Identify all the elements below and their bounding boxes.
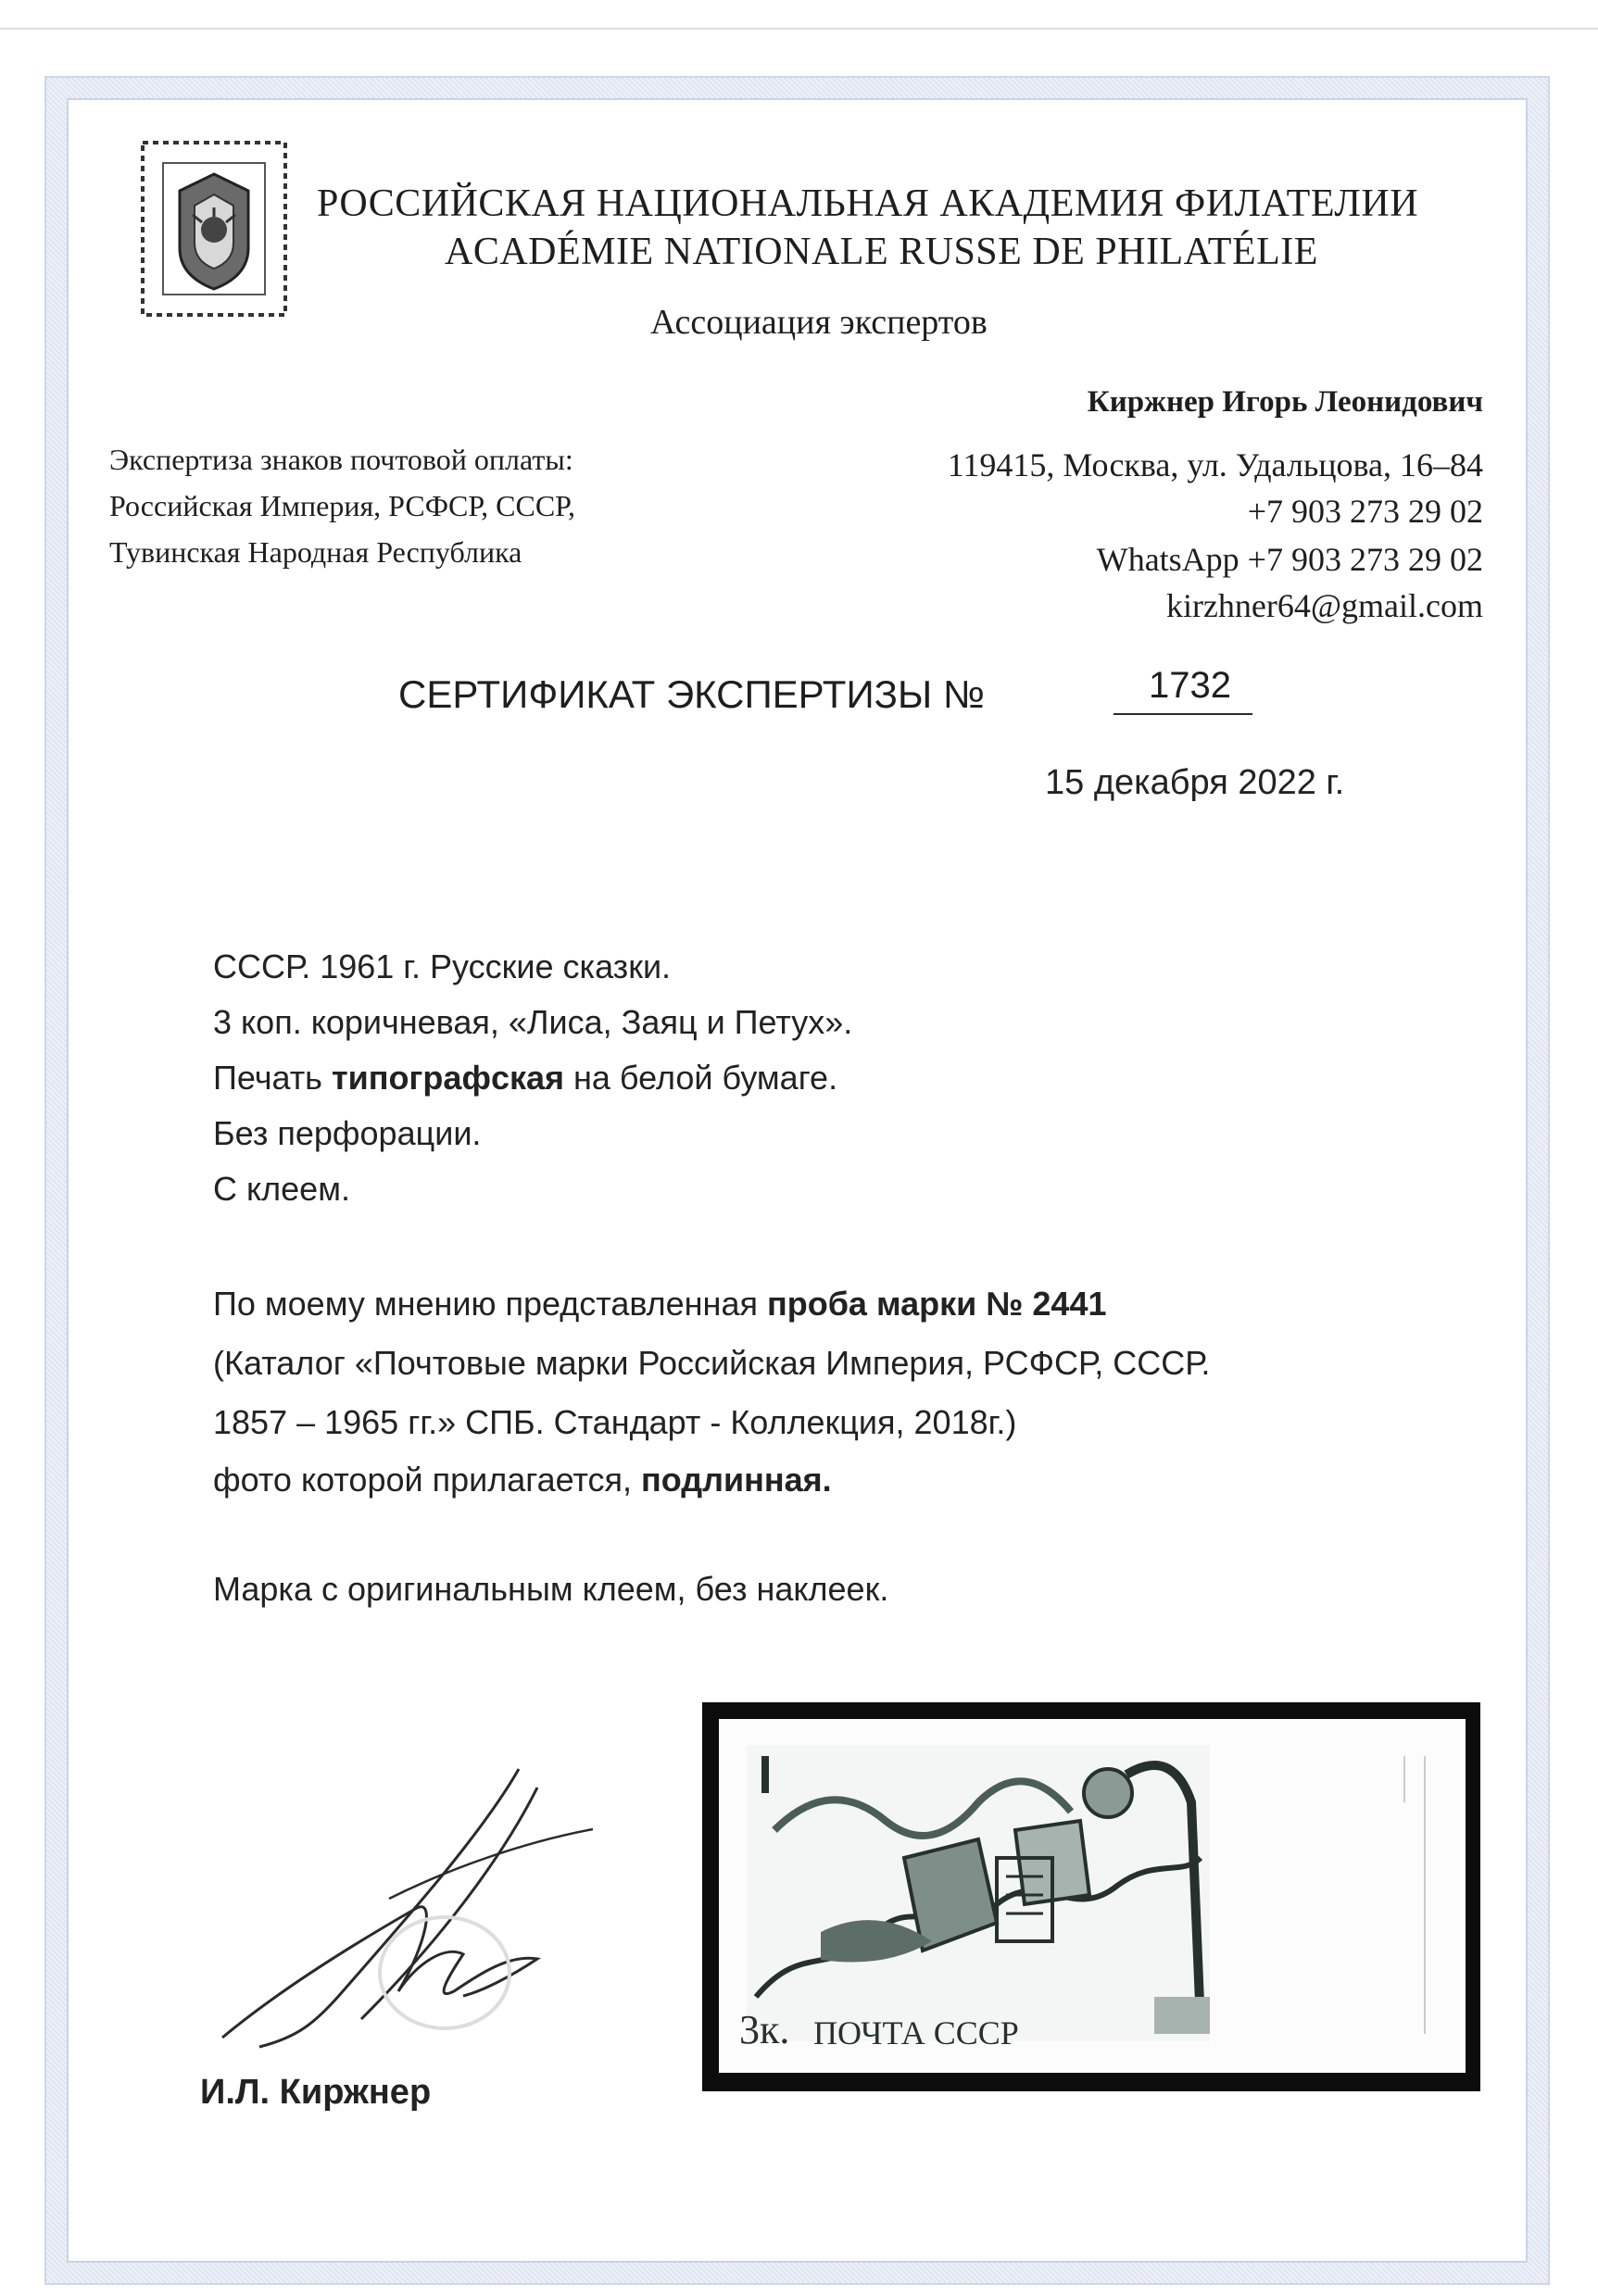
page-top-divider xyxy=(0,28,1598,30)
expert-email[interactable]: kirzhner64@gmail.com xyxy=(1165,587,1483,624)
expert-name: Киржнер Игорь Леонидович xyxy=(1087,385,1483,419)
stamp-caption: ПОЧТА СССР xyxy=(813,2014,1019,2051)
certificate-date: 15 декабря 2022 г. xyxy=(1045,763,1345,802)
opinion-line4: фото которой прилагается, подлинная. xyxy=(213,1461,832,1499)
academy-name-ru: РОССИЙСКАЯ НАЦИОНАЛЬНАЯ АКАДЕМИЯ ФИЛАТЕЛИИ xyxy=(317,182,1419,225)
expertise-scope-line3: Тувинская Народная Республика xyxy=(109,535,522,569)
opinion-line3: 1857 – 1965 гг.» СПБ. Стандарт - Коллекция, 2018г.) xyxy=(213,1403,1017,1441)
note-original-gum: Марка с оригинальным клеем, без наклеек. xyxy=(213,1570,889,1608)
stamp-denomination: 3к. xyxy=(739,2007,790,2052)
description-line1: СССР. 1961 г. Русские сказки. xyxy=(213,947,672,985)
description-line2: 3 коп. коричневая, «Лиса, Заяц и Петух». xyxy=(213,1003,853,1041)
description-line5: С клеем. xyxy=(213,1170,350,1208)
academy-name-fr: ACADÉMIE NATIONALE RUSSE DE PHILATÉLIE xyxy=(445,231,1318,273)
expertise-scope-line2: Российская Империя, РСФСР, СССР, xyxy=(109,489,575,522)
description-line4: Без перфорации. xyxy=(213,1114,482,1152)
description-line3: Печать типографская на белой бумаге. xyxy=(213,1059,838,1097)
expert-whatsapp: WhatsApp +7 903 273 29 02 xyxy=(1096,541,1483,578)
expert-phone: +7 903 273 29 02 xyxy=(1247,493,1483,530)
association-title: Ассоциация экспертов xyxy=(650,303,988,342)
expertise-scope-line1: Экспертиза знаков почтовой оплаты: xyxy=(109,443,573,476)
academy-emblem-icon xyxy=(137,137,291,320)
signatory-name: И.Л. Киржнер xyxy=(200,2073,432,2112)
opinion-line1: По моему мнению представленная проба марки № 2441 xyxy=(213,1285,1107,1323)
handwritten-signature xyxy=(204,1760,686,2065)
certificate-title: СЕРТИФИКАТ ЭКСПЕРТИЗЫ № xyxy=(398,672,985,716)
opinion-line2: (Каталог «Почтовые марки Российская Империя, РСФСР, СССР. xyxy=(213,1344,1211,1382)
expert-address: 119415, Москва, ул. Удальцова, 16–84 xyxy=(947,446,1483,483)
certificate-number: 1732 xyxy=(1149,665,1231,706)
certificate-number-underline xyxy=(1114,713,1252,715)
